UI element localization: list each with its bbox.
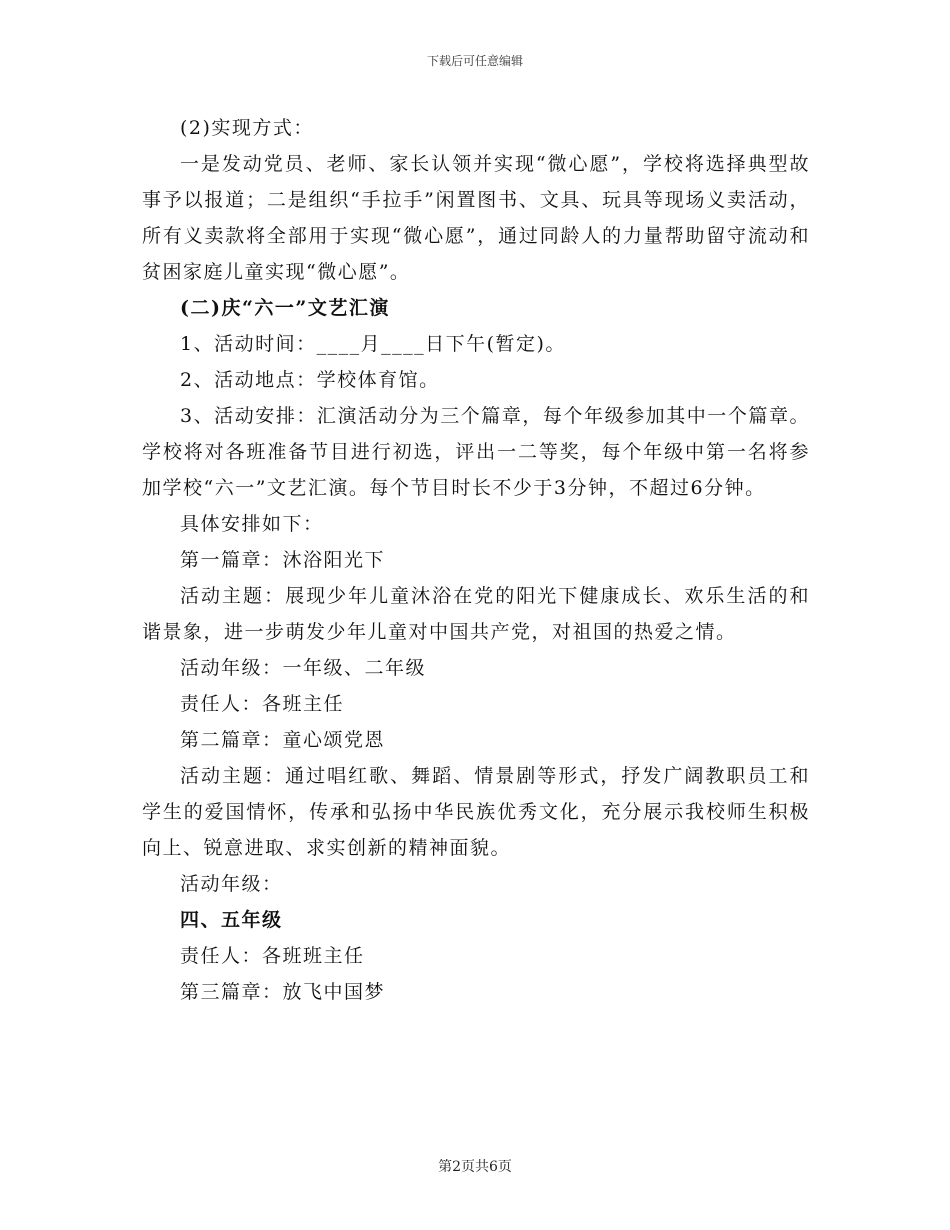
paragraph-chapter-one-owner: 责任人：各班主任 bbox=[180, 693, 345, 715]
paragraph-chapter-one: 第一篇章：沐浴阳光下 bbox=[180, 549, 386, 571]
paragraph-schedule-intro: 具体安排如下： bbox=[180, 513, 324, 535]
paragraph-chapter-three: 第三篇章：放飞中国梦 bbox=[180, 981, 386, 1003]
paragraph-chapter-two-owner: 责任人：各班班主任 bbox=[180, 945, 365, 967]
paragraph-implementation-detail: 一是发动党员、老师、家长认领并实现“微心愿”，学校将选择典型故事予以报道；二是组织“手拉手”闲置图书、文具、玩具等现场义卖活动，所有义卖款将全部用于实现“微心愿”，通过同龄人的力量帮助留守流动和贫困家庭儿童实现“微心愿”。 bbox=[142, 153, 810, 283]
paragraph-activity-time: 1、活动时间：____月____日下午(暂定)。 bbox=[180, 333, 566, 355]
document-body bbox=[142, 110, 810, 1010]
section-heading-performance: (二)庆“六一”文艺汇演 bbox=[180, 297, 390, 319]
paragraph-chapter-one-theme: 活动主题：展现少年儿童沐浴在党的阳光下健康成长、欢乐生活的和谐景象，进一步萌发少年儿童对中国共产党，对祖国的热爱之情。 bbox=[142, 585, 810, 643]
paragraph-chapter-two-grades: 四、五年级 bbox=[180, 909, 283, 931]
paragraph-activity-arrangement: 3、活动安排：汇演活动分为三个篇章，每个年级参加其中一个篇章。学校将对各班准备节目进行初选，评出一二等奖，每个年级中第一名将参加学校“六一”文艺汇演。每个节目时长不少于3分钟，不超过6分钟。 bbox=[142, 405, 810, 499]
page-footer: 第2页共6页 bbox=[438, 1159, 512, 1175]
paragraph-activity-location: 2、活动地点：学校体育馆。 bbox=[180, 369, 440, 391]
page-header: 下载后可任意编辑 bbox=[426, 54, 523, 68]
paragraph-implementation-method: (2)实现方式： bbox=[180, 117, 314, 139]
paragraph-chapter-one-grades: 活动年级：一年级、二年级 bbox=[180, 657, 427, 679]
paragraph-chapter-two-theme: 活动主题：通过唱红歌、舞蹈、情景剧等形式，抒发广阔教职员工和学生的爱国情怀，传承和弘扬中华民族优秀文化，充分展示我校师生积极向上、锐意进取、求实创新的精神面貌。 bbox=[142, 765, 810, 859]
paragraph-chapter-two-grades-label: 活动年级： bbox=[180, 873, 283, 895]
paragraph-chapter-two: 第二篇章：童心颂党恩 bbox=[180, 729, 386, 751]
